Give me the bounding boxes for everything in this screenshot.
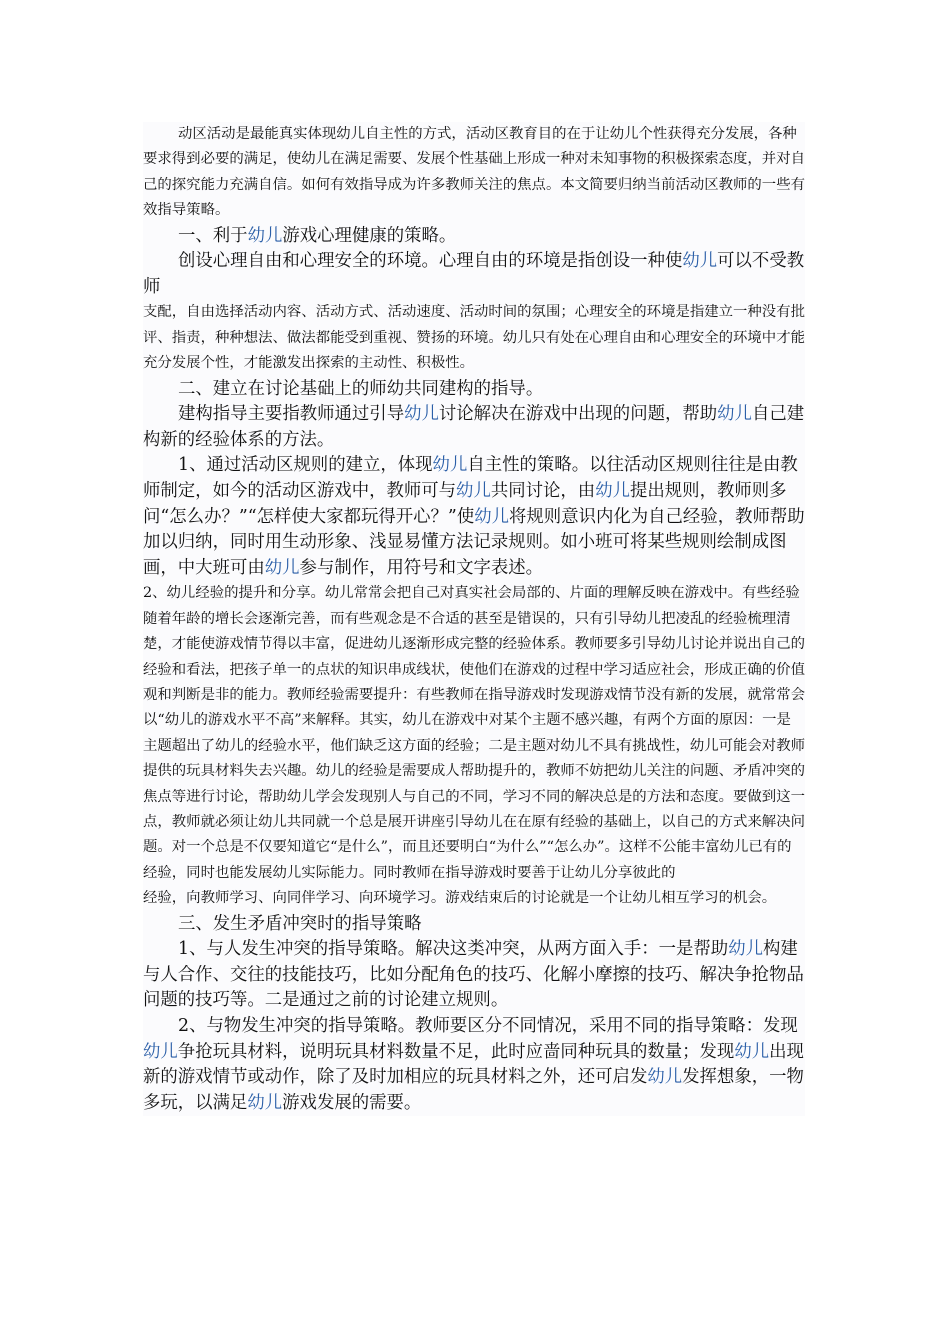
paragraph-text: 可以不受教师 xyxy=(143,251,805,297)
paragraph-section-3-item2 xyxy=(143,1014,805,1116)
keyword-link[interactable]: 幼儿 xyxy=(474,506,510,527)
keyword-link[interactable]: 幼儿 xyxy=(432,455,468,476)
paragraph-text: 讨论解决在游戏中出现的问题，帮助 xyxy=(438,404,718,425)
paragraph-section-3-item1 xyxy=(143,937,805,1014)
paragraph-text: 建构指导主要指教师通过引导 xyxy=(178,404,405,425)
paragraph-section-2a xyxy=(143,402,805,453)
keyword-link[interactable]: 幼儿 xyxy=(734,1041,770,1062)
heading-text: 游戏心理健康的策略。 xyxy=(282,225,457,246)
paragraph-section-2-item1 xyxy=(143,453,805,581)
heading-section-3 xyxy=(143,912,805,938)
heading-section-1 xyxy=(143,224,805,250)
heading-text: 三、发生矛盾冲突时的指导策略 xyxy=(178,913,422,934)
paragraph-text: 将规则意识内化为自己经验，教师帮助加以归纳，同时用生动形象、浅显易懂方法记录规则。如小班可将某些规则绘制成图画，中大班可由 xyxy=(143,506,805,578)
heading-section-2 xyxy=(143,377,805,403)
paragraph-section-1b xyxy=(143,300,805,376)
paragraph-intro xyxy=(143,122,805,224)
keyword-link[interactable]: 幼儿 xyxy=(682,251,718,272)
document-body xyxy=(143,122,805,1116)
keyword-link[interactable]: 幼儿 xyxy=(595,481,630,501)
heading-text: 一、利于 xyxy=(178,225,248,246)
paragraph-text: 自主性的策略。以往活动区规则往往是由教师制定，如今的活动区游戏中，教师可与 xyxy=(143,455,798,501)
paragraph-text: 争抢玩具材料，说明玩具材料数量不足，此时应啬同种玩具的数量；发现 xyxy=(177,1041,735,1062)
paragraph-text: 经验，向教师学习、向同伴学习、向环境学习。游戏结束后的讨论就是一个让幼儿相互学习的机会。 xyxy=(143,890,777,907)
keyword-link[interactable]: 幼儿 xyxy=(143,1041,178,1062)
paragraph-text: 共同讨论，由 xyxy=(490,481,596,501)
paragraph-text: 1、与人发生冲突的指导策略。解决这类冲突，从两方面入手：一是帮助 xyxy=(178,939,729,960)
paragraph-text: 自己建构新的经验体系的方法。 xyxy=(143,404,805,450)
paragraph-text: 创设心理自由和心理安全的环境。心理自由的环境是指创设一种使 xyxy=(178,251,683,272)
paragraph-text: 发挥想象，一物多玩，以满足 xyxy=(143,1067,804,1113)
paragraph-text: 动区活动是最能真实体现幼儿自主性的方式，活动区教育目的在于让幼儿个性获得充分发展，各种要求得到必要的满足，使幼儿在满足需要、发展个性基础上形成一种对未知事物的积极探索态度，并对自己的探究能力充满自信。如何有效指导成为许多教师关注的焦点。本文简要归纳当前活动区教师的一些有效指导策略。 xyxy=(143,126,805,219)
paragraph-text: 构建与人合作、交往的技能技巧，比如分配角色的技巧、化解小摩擦的技巧、解决争抢物品问题的技巧等。二是通过之前的讨论建立规则。 xyxy=(143,939,804,1011)
keyword-link[interactable]: 幼儿 xyxy=(247,225,283,246)
paragraph-text: 游戏发展的需要。 xyxy=(282,1092,422,1113)
paragraph-text: 2、与物发生冲突的指导策略。教师要区分不同情况，采用不同的指导策略：发现 xyxy=(178,1016,798,1037)
paragraph-text: 1、通过活动区规则的建立，体现 xyxy=(178,455,433,476)
paragraph-section-2-item2-cont xyxy=(143,886,805,911)
keyword-link[interactable]: 幼儿 xyxy=(647,1067,683,1088)
keyword-link[interactable]: 幼儿 xyxy=(456,481,491,501)
paragraph-text: 出现新的游戏情节或动作，除了及时加相应的玩具材料之外，还可启发 xyxy=(143,1041,804,1088)
paragraph-text: 提出规则，教师则多问“怎么办？”“怎样使大家都玩得开心？”使 xyxy=(143,481,787,527)
paragraph-section-2-item2 xyxy=(143,581,805,886)
keyword-link[interactable]: 幼儿 xyxy=(264,557,300,578)
keyword-link[interactable]: 幼儿 xyxy=(247,1092,283,1113)
paragraph-section-1a xyxy=(143,249,805,300)
paragraph-text: 参与制作，用符号和文字表述。 xyxy=(299,557,544,578)
heading-text: 二、建立在讨论基础上的师幼共同建构的指导。 xyxy=(178,378,544,399)
paragraph-text: 支配，自由选择活动内容、活动方式、活动速度、活动时间的氛围；心理安全的环境是指建立一种没有批评、指责，种种想法、做法都能受到重视、赞扬的环境。幼儿只有处在心理自由和心理安全的环境中才能充分发展个性，才能激发出探索的主动性、积极性。 xyxy=(143,304,805,372)
paragraph-text: 2、幼儿经验的提升和分享。幼儿常常会把自己对真实社会局部的、片面的理解反映在游戏中。有些经验随着年龄的增长会逐渐完善，而有些观念是不合适的甚至是错误的，只有引导幼儿把凌乱的经验梳理清楚，才能使游戏情节得以丰富，促进幼儿逐渐形成完整的经验体系。教师要多引导幼儿讨论并说出自己的经验和看法，把孩子单一的点状的知识串成线状，使他们在游戏的过程中学习适应社会，形成正确的价值观和判断是非的能力。教师经验需要提升：有些教师在指导游戏时发现游戏情节没有新的发展，就常常会以“幼儿的游戏水平不高”来解释。其实，幼儿在游戏中对某个主题不感兴趣，有两个方面的原因：一是主题超出了幼儿的经验水平，他们缺乏这方面的经验；二是主题对幼儿不具有挑战性，幼儿可能会对教师提供的玩具材料失去兴趣。幼儿的经验是需要成人帮助提升的，教师不妨把幼儿关注的问题、矛盾冲突的焦点等进行讨论，帮助幼儿学会发现别人与自己的不同，学习不同的解决总是的方法和态度。要做到这一点，教师就必须让幼儿共同就一个总是展开讲座引导幼儿在在原有经验的基础上，以自己的方式来解决问题。对一个总是不仅要知道它“是什么”，而且还要明白“为什么”“怎么办”。这样不公能丰富幼儿已有的经验，同时也能发展幼儿实际能力。同时教师在指导游戏时要善于让幼儿分享彼此的 xyxy=(143,585,805,881)
keyword-link[interactable]: 幼儿 xyxy=(717,404,752,425)
keyword-link[interactable]: 幼儿 xyxy=(404,404,439,425)
keyword-link[interactable]: 幼儿 xyxy=(728,939,763,960)
